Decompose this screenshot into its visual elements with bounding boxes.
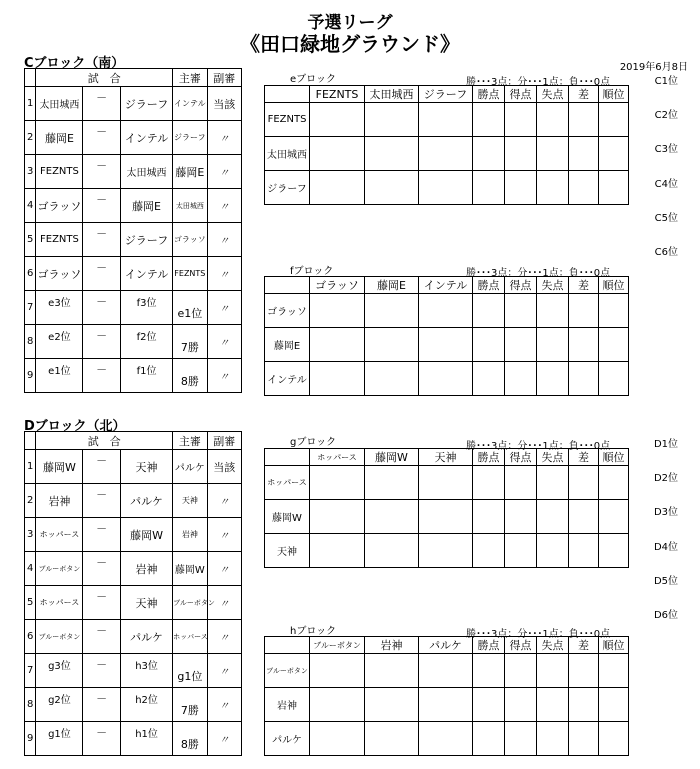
row-team: ブルーボタン bbox=[265, 654, 310, 688]
vs-dash: － bbox=[83, 325, 121, 359]
group-h-legend: 勝･･･3点：分･･･1点：負･･･0点 bbox=[466, 629, 611, 640]
position-label: C3位 bbox=[654, 144, 678, 155]
main-ref: 天神 bbox=[173, 484, 207, 518]
position-label: D5位 bbox=[653, 576, 678, 587]
match-no: 8 bbox=[25, 325, 36, 359]
row-team: インテル bbox=[265, 362, 310, 396]
vs-dash: － bbox=[83, 722, 121, 756]
vs-dash: － bbox=[83, 359, 121, 393]
row-team: パルケ bbox=[265, 722, 310, 756]
sub-ref: 〃 bbox=[207, 155, 241, 189]
col-team: 天神 bbox=[419, 449, 473, 466]
vs-dash: － bbox=[83, 189, 121, 223]
vs-dash: － bbox=[83, 586, 121, 620]
vs-dash: － bbox=[83, 484, 121, 518]
col-goals-for: 得点 bbox=[505, 86, 537, 103]
col-points: 勝点 bbox=[473, 449, 505, 466]
main-ref: 岩神 bbox=[173, 518, 207, 552]
col-points: 勝点 bbox=[473, 86, 505, 103]
main-ref: 藤岡E bbox=[173, 155, 207, 189]
position-label: C5位 bbox=[654, 213, 678, 224]
match-no: 6 bbox=[25, 620, 36, 654]
vs-dash: － bbox=[83, 620, 121, 654]
col-goals-for: 得点 bbox=[505, 277, 537, 294]
col-team: ブルーボタン bbox=[310, 637, 365, 654]
sub-ref: 〃 bbox=[207, 654, 241, 688]
team-a: FEZNTS bbox=[36, 155, 83, 189]
group-e-legend: 勝･･･3点：分･･･1点：負･･･0点 bbox=[466, 77, 611, 88]
vs-dash: － bbox=[83, 688, 121, 722]
col-diff: 差 bbox=[569, 637, 599, 654]
team-a: 岩神 bbox=[36, 484, 83, 518]
team-a: e3位 bbox=[36, 291, 83, 325]
team-a: FEZNTS bbox=[36, 223, 83, 257]
sub-ref-header: 副審 bbox=[207, 69, 241, 87]
col-goals-for: 得点 bbox=[505, 449, 537, 466]
sub-ref: 〃 bbox=[207, 189, 241, 223]
team-a: g2位 bbox=[36, 688, 83, 722]
team-a: 藤岡W bbox=[36, 450, 83, 484]
team-b: h3位 bbox=[120, 654, 172, 688]
col-team: 岩神 bbox=[365, 637, 419, 654]
main-ref-header: 主審 bbox=[173, 432, 207, 450]
team-b: 天神 bbox=[120, 450, 172, 484]
col-goals-for: 得点 bbox=[505, 637, 537, 654]
group-g-legend: 勝･･･3点：分･･･1点：負･･･0点 bbox=[466, 441, 611, 452]
main-ref: インテル bbox=[173, 87, 207, 121]
main-ref: 藤岡W bbox=[173, 552, 207, 586]
position-label: C2位 bbox=[654, 110, 678, 121]
col-goals-against: 失点 bbox=[537, 86, 569, 103]
match-no: 2 bbox=[25, 121, 36, 155]
team-b: 藤岡E bbox=[120, 189, 172, 223]
block-c-match-table bbox=[24, 68, 242, 393]
main-ref: ブルーボタン bbox=[173, 586, 207, 620]
col-points: 勝点 bbox=[473, 277, 505, 294]
match-no: 7 bbox=[25, 291, 36, 325]
match-no: 3 bbox=[25, 155, 36, 189]
main-ref: g1位 bbox=[173, 654, 207, 688]
vs-dash: － bbox=[83, 518, 121, 552]
match-no: 4 bbox=[25, 552, 36, 586]
col-diff: 差 bbox=[569, 449, 599, 466]
row-team: 太田城西 bbox=[265, 137, 310, 171]
team-b: 藤岡W bbox=[120, 518, 172, 552]
block-d-title: Dブロック（北） bbox=[24, 419, 126, 434]
vs-dash: － bbox=[83, 121, 121, 155]
team-a: 藤岡E bbox=[36, 121, 83, 155]
main-ref: ゴラッソ bbox=[173, 223, 207, 257]
match-no: 1 bbox=[25, 87, 36, 121]
team-b: 岩神 bbox=[120, 552, 172, 586]
vs-dash: － bbox=[83, 450, 121, 484]
sub-ref: 〃 bbox=[207, 291, 241, 325]
position-label: C1位 bbox=[654, 76, 678, 87]
team-a: 太田城西 bbox=[36, 87, 83, 121]
venue-title: 《田口緑地グラウンド》 bbox=[240, 32, 460, 56]
sub-ref: 〃 bbox=[207, 359, 241, 393]
page-title: 予選リーグ bbox=[307, 13, 393, 33]
group-f-legend: 勝･･･3点：分･･･1点：負･･･0点 bbox=[466, 268, 611, 279]
block-c-title: Cブロック（南） bbox=[24, 56, 125, 71]
main-ref: FEZNTS bbox=[173, 257, 207, 291]
block-d-match-table bbox=[24, 431, 242, 756]
sub-ref: 当該 bbox=[207, 87, 241, 121]
row-team: 藤岡W bbox=[265, 500, 310, 534]
match-no: 5 bbox=[25, 586, 36, 620]
sub-ref: 〃 bbox=[207, 552, 241, 586]
team-a: g3位 bbox=[36, 654, 83, 688]
date-label: 2019年6月8日 bbox=[619, 62, 688, 73]
col-team: 藤岡W bbox=[365, 449, 419, 466]
row-team: 天神 bbox=[265, 534, 310, 568]
col-rank: 順位 bbox=[599, 86, 629, 103]
sub-ref: 〃 bbox=[207, 586, 241, 620]
main-ref: e1位 bbox=[173, 291, 207, 325]
position-label: D1位 bbox=[653, 439, 678, 450]
team-a: ホッパース bbox=[36, 518, 83, 552]
match-no: 1 bbox=[25, 450, 36, 484]
team-a: ホッパース bbox=[36, 586, 83, 620]
col-rank: 順位 bbox=[599, 277, 629, 294]
position-label: D2位 bbox=[653, 473, 678, 484]
sub-ref-header: 副審 bbox=[207, 432, 241, 450]
col-team: ゴラッソ bbox=[310, 277, 365, 294]
vs-dash: － bbox=[83, 155, 121, 189]
group-f-table bbox=[264, 276, 629, 396]
main-ref: 7勝 bbox=[173, 325, 207, 359]
team-b: h2位 bbox=[120, 688, 172, 722]
team-a: ブルーボタン bbox=[36, 620, 83, 654]
match-no: 7 bbox=[25, 654, 36, 688]
group-f-title: fブロック bbox=[290, 266, 334, 277]
match-no: 3 bbox=[25, 518, 36, 552]
group-e-table bbox=[264, 85, 629, 205]
corner-cell bbox=[265, 277, 310, 294]
col-diff: 差 bbox=[569, 86, 599, 103]
group-g-table bbox=[264, 448, 629, 568]
col-goals-against: 失点 bbox=[537, 277, 569, 294]
main-ref: 7勝 bbox=[173, 688, 207, 722]
sub-ref: 〃 bbox=[207, 223, 241, 257]
vs-dash: － bbox=[83, 291, 121, 325]
team-b: f1位 bbox=[120, 359, 172, 393]
position-label: D6位 bbox=[653, 610, 678, 621]
team-b: h1位 bbox=[120, 722, 172, 756]
sub-ref: 〃 bbox=[207, 325, 241, 359]
main-ref: 太田城西 bbox=[173, 189, 207, 223]
sub-ref: 〃 bbox=[207, 518, 241, 552]
sub-ref: 〃 bbox=[207, 257, 241, 291]
team-a: ゴラッソ bbox=[36, 189, 83, 223]
team-b: ジラーフ bbox=[120, 223, 172, 257]
col-team: 藤岡E bbox=[365, 277, 419, 294]
corner-cell bbox=[265, 449, 310, 466]
team-b: インテル bbox=[120, 121, 172, 155]
sub-ref: 〃 bbox=[207, 688, 241, 722]
sub-ref: 〃 bbox=[207, 484, 241, 518]
team-a: g1位 bbox=[36, 722, 83, 756]
team-a: e1位 bbox=[36, 359, 83, 393]
row-team: 岩神 bbox=[265, 688, 310, 722]
group-e-title: eブロック bbox=[290, 74, 336, 85]
col-team: ジラーフ bbox=[419, 86, 473, 103]
group-h-table bbox=[264, 636, 629, 756]
vs-dash: － bbox=[83, 223, 121, 257]
match-no: 9 bbox=[25, 722, 36, 756]
match-no: 6 bbox=[25, 257, 36, 291]
match-no: 2 bbox=[25, 484, 36, 518]
team-a: e2位 bbox=[36, 325, 83, 359]
match-header: 試 合 bbox=[36, 432, 173, 450]
match-no: 9 bbox=[25, 359, 36, 393]
match-header: 試 合 bbox=[36, 69, 173, 87]
main-ref: 8勝 bbox=[173, 722, 207, 756]
team-b: インテル bbox=[120, 257, 172, 291]
row-team: ホッパース bbox=[265, 466, 310, 500]
vs-dash: － bbox=[83, 87, 121, 121]
sub-ref: 当該 bbox=[207, 450, 241, 484]
row-team: FEZNTS bbox=[265, 103, 310, 137]
match-no: 8 bbox=[25, 688, 36, 722]
team-b: f3位 bbox=[120, 291, 172, 325]
team-a: ゴラッソ bbox=[36, 257, 83, 291]
corner-cell bbox=[265, 86, 310, 103]
position-label: D3位 bbox=[653, 507, 678, 518]
col-goals-against: 失点 bbox=[537, 637, 569, 654]
main-ref: ホッパース bbox=[173, 620, 207, 654]
corner-cell bbox=[265, 637, 310, 654]
corner-cell bbox=[25, 69, 36, 87]
team-b: 太田城西 bbox=[120, 155, 172, 189]
vs-dash: － bbox=[83, 654, 121, 688]
vs-dash: － bbox=[83, 552, 121, 586]
col-team: ホッパース bbox=[310, 449, 365, 466]
position-label: C4位 bbox=[654, 179, 678, 190]
team-b: パルケ bbox=[120, 484, 172, 518]
main-ref: パルケ bbox=[173, 450, 207, 484]
vs-dash: － bbox=[83, 257, 121, 291]
col-diff: 差 bbox=[569, 277, 599, 294]
row-team: ゴラッソ bbox=[265, 294, 310, 328]
team-b: ジラーフ bbox=[120, 87, 172, 121]
team-b: 天神 bbox=[120, 586, 172, 620]
corner-cell bbox=[25, 432, 36, 450]
position-label: D4位 bbox=[653, 542, 678, 553]
col-team: インテル bbox=[419, 277, 473, 294]
sub-ref: 〃 bbox=[207, 620, 241, 654]
team-b: パルケ bbox=[120, 620, 172, 654]
col-rank: 順位 bbox=[599, 449, 629, 466]
col-team: 太田城西 bbox=[365, 86, 419, 103]
group-g-title: gブロック bbox=[290, 437, 337, 448]
team-a: ブルーボタン bbox=[36, 552, 83, 586]
group-h-title: hブロック bbox=[290, 626, 337, 637]
team-b: f2位 bbox=[120, 325, 172, 359]
col-rank: 順位 bbox=[599, 637, 629, 654]
main-ref: ジラーフ bbox=[173, 121, 207, 155]
row-team: ジラーフ bbox=[265, 171, 310, 205]
col-team: FEZNTS bbox=[310, 86, 365, 103]
sub-ref: 〃 bbox=[207, 121, 241, 155]
main-ref: 8勝 bbox=[173, 359, 207, 393]
main-ref-header: 主審 bbox=[173, 69, 207, 87]
match-no: 5 bbox=[25, 223, 36, 257]
col-goals-against: 失点 bbox=[537, 449, 569, 466]
col-points: 勝点 bbox=[473, 637, 505, 654]
match-no: 4 bbox=[25, 189, 36, 223]
sub-ref: 〃 bbox=[207, 722, 241, 756]
position-label: C6位 bbox=[654, 247, 678, 258]
col-team: パルケ bbox=[419, 637, 473, 654]
row-team: 藤岡E bbox=[265, 328, 310, 362]
